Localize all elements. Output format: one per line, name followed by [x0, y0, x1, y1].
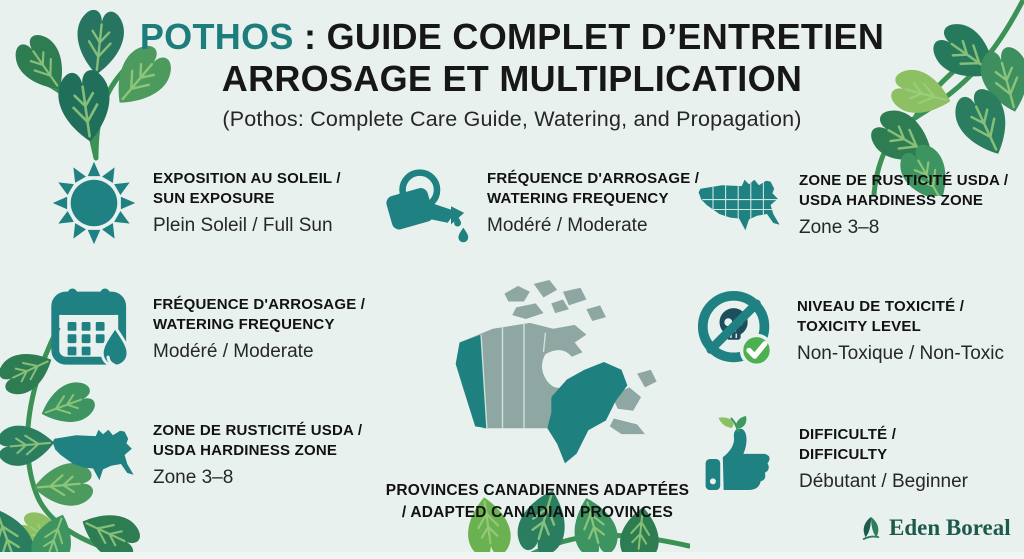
- item-label-line2: WATERING FREQUENCY: [487, 189, 669, 207]
- title-brand: POTHOS: [139, 16, 294, 57]
- item-label-line2: USDA HARDINESS ZONE: [153, 441, 338, 459]
- item-label: [487, 169, 699, 208]
- watering-can-icon: [382, 158, 474, 248]
- canada-map: [415, 280, 670, 480]
- item-label-line1: ZONE DE RUSTICITÉ USDA /: [153, 422, 363, 439]
- title-rest: : GUIDE COMPLET D’ENTRETIEN: [293, 16, 885, 57]
- item-label: [153, 169, 341, 208]
- item-label-line1: DIFFICULTÉ /: [799, 426, 897, 443]
- page-title-line1: [0, 16, 1024, 58]
- info-item-usda-zone-top: [694, 160, 1008, 250]
- item-label-line2: TOXICITY LEVEL: [797, 317, 921, 335]
- item-label: [797, 297, 1004, 336]
- canada-caption-line1: PROVINCES CANADIENNES ADAPTÉES: [385, 482, 690, 499]
- item-value: Modéré / Moderate: [487, 215, 648, 236]
- usa-map-icon: [48, 410, 140, 500]
- item-value: Plein Soleil / Full Sun: [153, 215, 333, 236]
- item-value: Non-Toxique / Non-Toxic: [797, 343, 1004, 364]
- bottom-strip: [0, 552, 1024, 559]
- eden-boreal-leaf-icon: [860, 515, 882, 541]
- info-item-difficulty: [694, 414, 968, 504]
- item-value: Zone 3–8: [153, 467, 234, 488]
- item-value: Zone 3–8: [799, 217, 880, 238]
- sun-icon: [48, 158, 140, 248]
- item-label: [799, 425, 968, 464]
- item-value: Modéré / Moderate: [153, 341, 314, 362]
- item-label-line2: SUN EXPOSURE: [153, 189, 275, 207]
- item-label-line1: ZONE DE RUSTICITÉ USDA /: [799, 172, 1009, 189]
- item-label-line2: WATERING FREQUENCY: [153, 315, 335, 333]
- info-item-watering-frequency: [382, 158, 699, 248]
- canada-map-caption: [340, 480, 735, 523]
- item-value: Débutant / Beginner: [799, 471, 969, 492]
- item-label-line2: DIFFICULTY: [799, 445, 888, 463]
- page-subtitle: (Pothos: Complete Care Guide, Watering, and Propagation): [222, 106, 802, 131]
- item-label-line2: USDA HARDINESS ZONE: [799, 191, 984, 209]
- page-title-line2: ARROSAGE ET MULTIPLICATION: [221, 57, 803, 99]
- canada-caption-line2: / ADAPTED CANADIAN PROVINCES: [401, 503, 674, 521]
- item-label: [153, 421, 362, 460]
- no-toxic-skull-icon: [692, 286, 784, 376]
- item-label-line1: FRÉQUENCE D'ARROSAGE /: [487, 170, 700, 187]
- header: [0, 16, 1024, 132]
- info-item-watering-frequency-calendar: [48, 284, 365, 374]
- item-label-line1: FRÉQUENCE D'ARROSAGE /: [153, 296, 366, 313]
- info-item-toxicity: [692, 286, 1004, 376]
- item-label-line1: EXPOSITION AU SOLEIL /: [153, 170, 341, 187]
- item-label: [799, 171, 1008, 210]
- info-item-usda-zone-bottom: [48, 410, 362, 500]
- info-item-sun-exposure: [48, 158, 341, 248]
- pothos-leaves-decoration-bottom-left: [0, 498, 95, 559]
- item-label-line1: NIVEAU DE TOXICITÉ /: [797, 298, 965, 315]
- usa-map-states-icon: [694, 160, 786, 250]
- calendar-waterdrop-icon: [48, 284, 140, 374]
- item-label: [153, 295, 365, 334]
- brand-logo: [860, 515, 1011, 541]
- brand-name: Eden Boreal: [889, 515, 1011, 540]
